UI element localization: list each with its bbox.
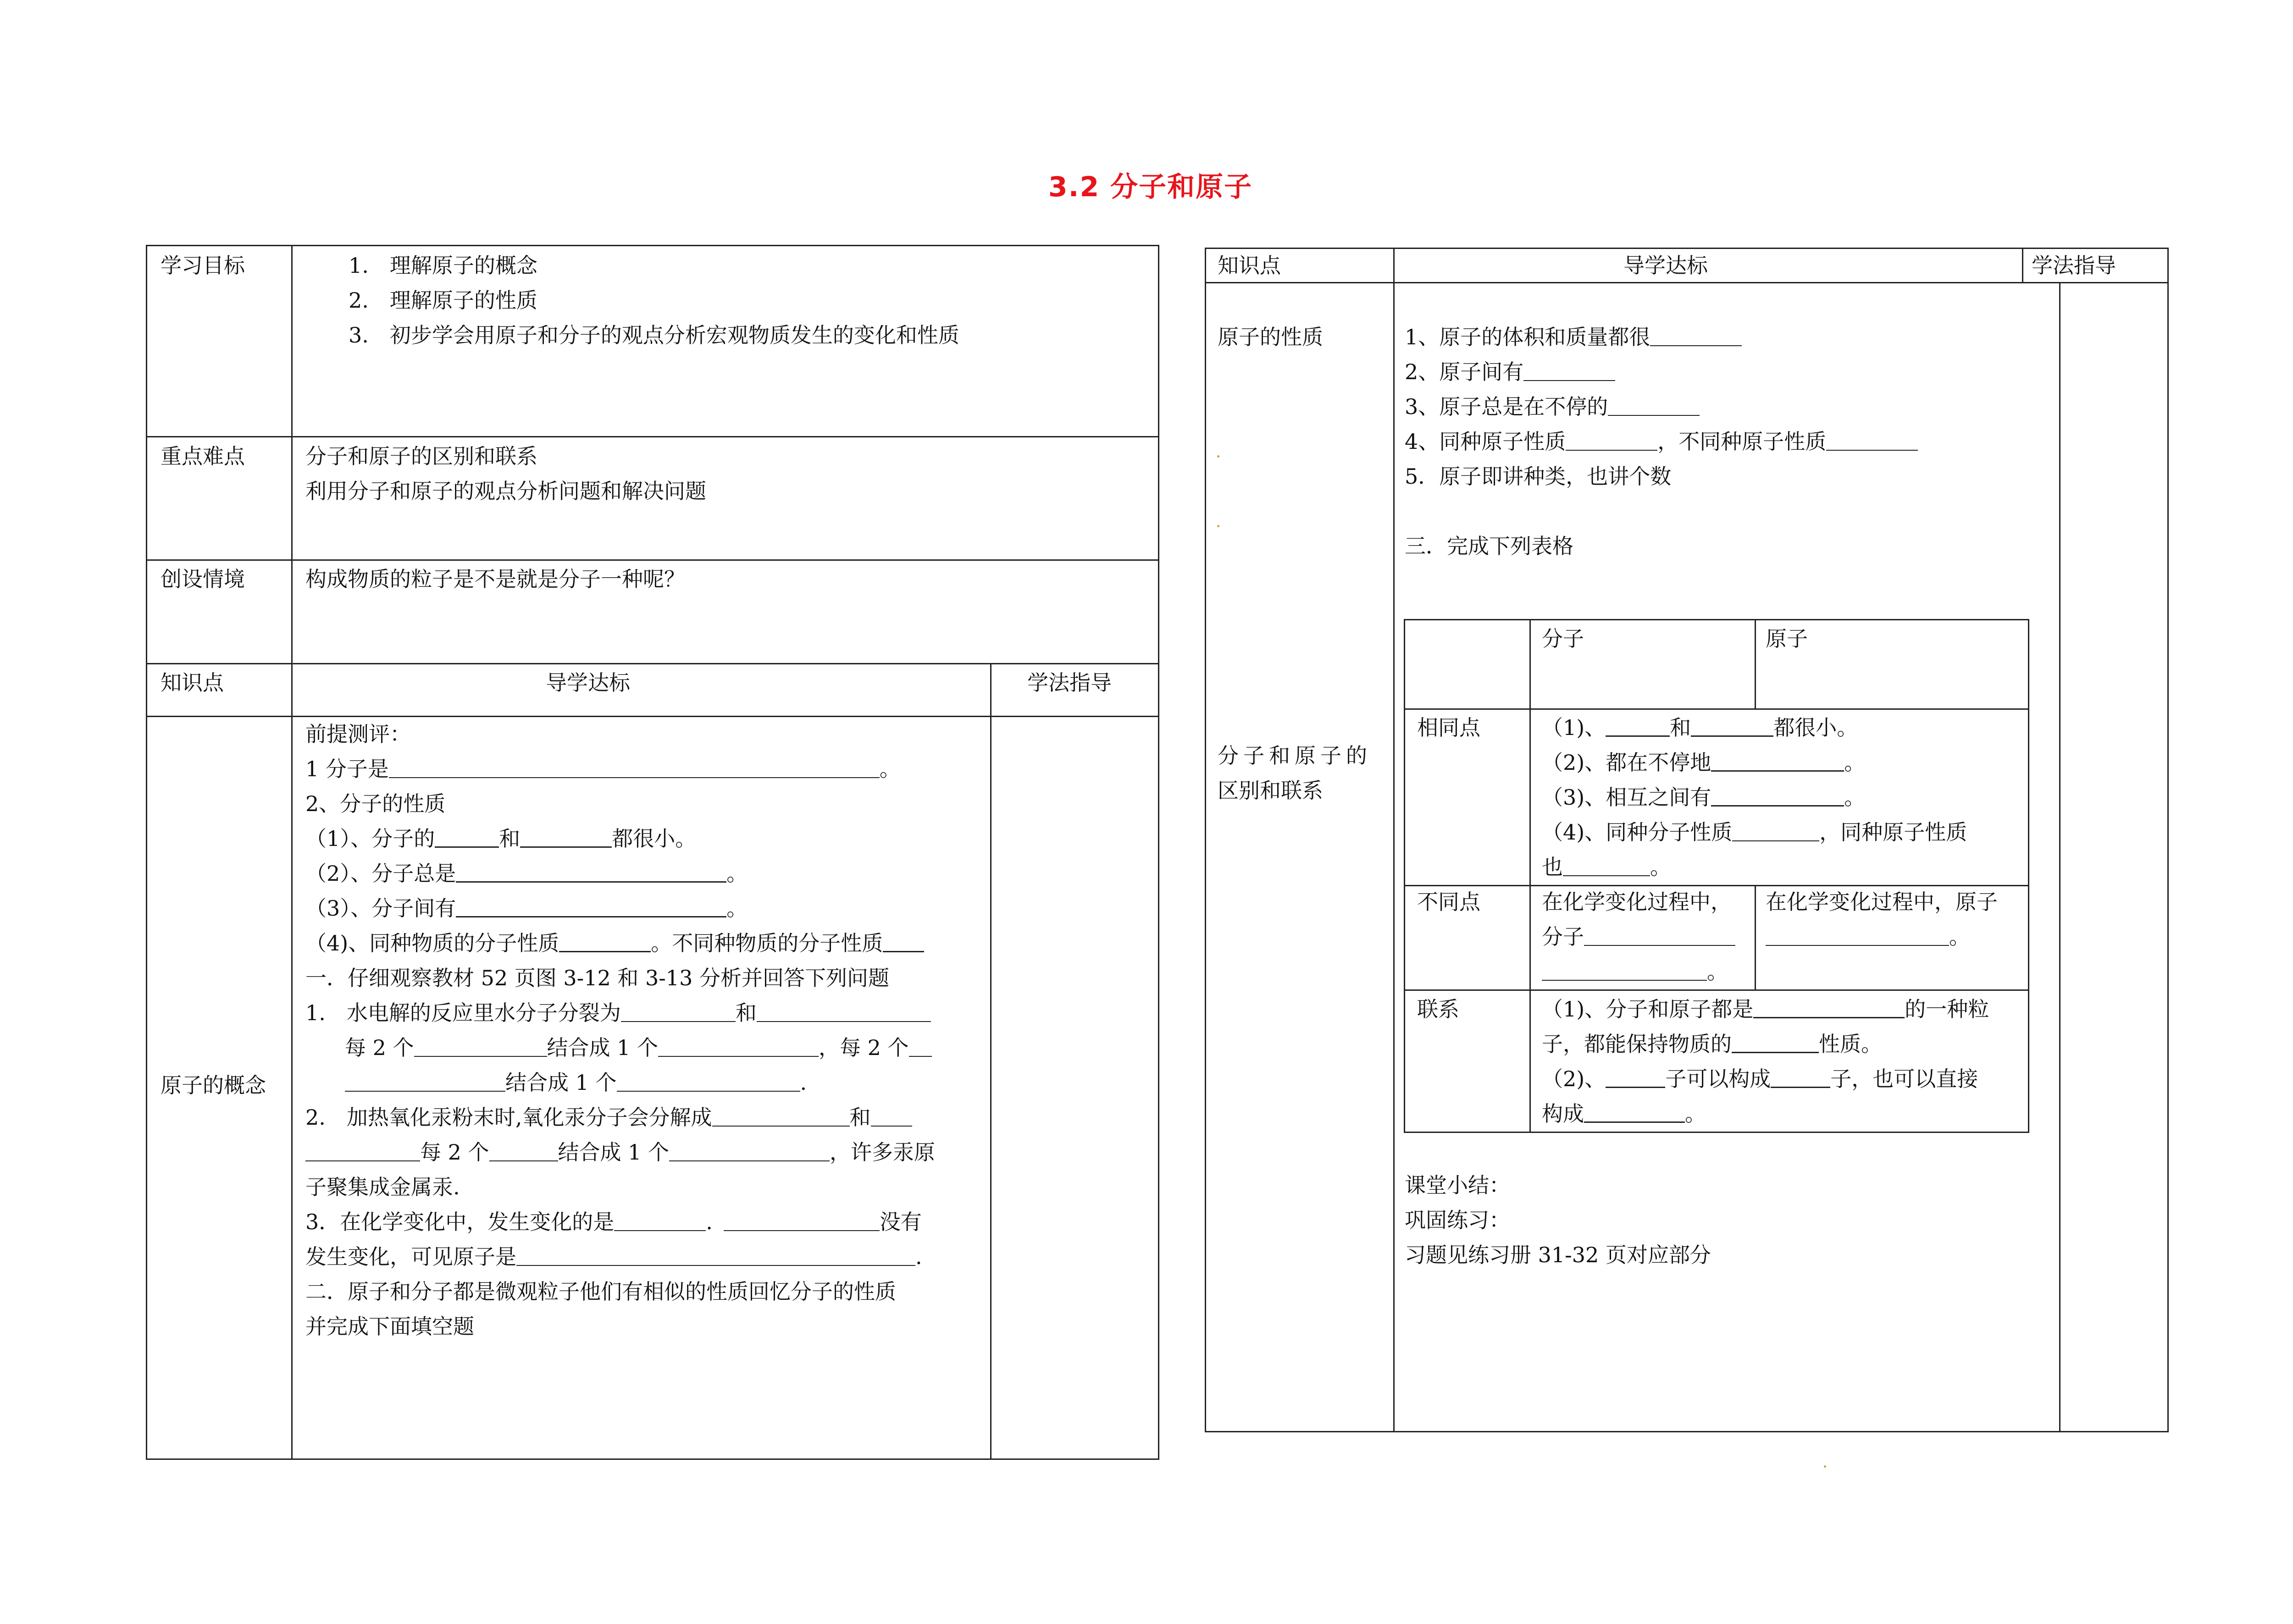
link-2: （2)、 子可以构成 子，也可以直接 xyxy=(1542,1066,1978,1091)
goal-item-3: 3. 初步学会用原子和分子的观点分析宏观物质发生的变化和性质 xyxy=(349,323,959,348)
blank-link-substance[interactable] xyxy=(1584,1103,1685,1123)
molecule-properties-heading: 2、分子的性质 xyxy=(305,791,446,816)
blank-oxygen-molecule[interactable] xyxy=(669,1142,830,1161)
blank-same-mass[interactable] xyxy=(1691,717,1773,737)
right-col-divider-1 xyxy=(1393,248,1395,1432)
scenario-text: 构成物质的粒子是不是就是分子一种呢？ xyxy=(305,567,685,591)
atom-property-4: 4、同种原子性质 ，不同种原子性质 xyxy=(1405,431,1918,452)
blank-oxygen-atom[interactable] xyxy=(489,1142,558,1161)
blank-molecule-definition[interactable] xyxy=(389,759,880,778)
molecule-property-3: （3）、分子间有 。 xyxy=(305,896,748,921)
blank-atom-definition[interactable] xyxy=(516,1247,915,1266)
section-two-instruction-cont: 并完成下面填空题 xyxy=(305,1314,474,1339)
blank-atom-gap[interactable] xyxy=(1523,362,1615,381)
atom-property-5: 5．原子即讲种类，也讲个数 xyxy=(1405,464,1672,489)
same-point-2: （2)、都在不停地 。 xyxy=(1542,750,1866,775)
blank-diff-atom-property[interactable] xyxy=(1826,431,1918,451)
blank-water-product-1[interactable] xyxy=(621,1003,736,1022)
blank-mol-mass[interactable] xyxy=(520,828,612,848)
cmp-header-molecule: 分子 xyxy=(1542,626,1584,651)
homework-note: 习题见练习册 31-32 页对应部分 xyxy=(1405,1243,1711,1267)
left-col-divider-1 xyxy=(291,245,293,1460)
cmp-row-divider-3 xyxy=(1404,989,2029,991)
blank-mol-motion[interactable] xyxy=(456,863,726,883)
key-point-1: 分子和原子的区别和联系 xyxy=(305,444,537,469)
blank-link-particle[interactable] xyxy=(1753,999,1905,1018)
blank-atom-motion[interactable] xyxy=(1608,397,1700,416)
blank-water-atom-1[interactable] xyxy=(414,1038,547,1057)
section-one-instruction: 一．仔细观察教材 52 页图 3-12 和 3-13 分析并回答下列问题 xyxy=(305,966,889,990)
blank-diff-mol-property[interactable] xyxy=(883,933,924,952)
same-point-3: （3)、相互之间有 。 xyxy=(1542,785,1866,810)
same-point-4-cont: 也 。 xyxy=(1542,855,1671,879)
blank-water-product-2[interactable] xyxy=(757,1003,931,1022)
blank-hgo-product-2b[interactable] xyxy=(305,1142,420,1161)
molecule-property-4: （4)、同种物质的分子性质 。不同种物质的分子性质 xyxy=(305,933,924,954)
diff-molecule-3: 。 xyxy=(1542,961,1728,982)
water-combine-line: 每 2 个 结合成 1 个 ，每 2 个 xyxy=(345,1037,932,1058)
cmp-diff-label: 不同点 xyxy=(1417,889,1480,914)
atom-properties-label: 原子的性质 xyxy=(1218,325,1323,349)
left-row-divider-2 xyxy=(146,559,1159,561)
water-electrolysis-line: 1. 水电解的反应里水分子分裂为 和 xyxy=(305,1002,931,1023)
diff-molecule-1: 在化学变化过程中， xyxy=(1542,889,1732,914)
left-row-divider-1 xyxy=(146,436,1159,437)
goal-item-1: 1. 理解原子的概念 xyxy=(349,253,537,278)
blank-link-molecule[interactable] xyxy=(1771,1068,1830,1088)
cmp-row-divider-2 xyxy=(1404,885,2029,886)
cmp-header-atom: 原子 xyxy=(1766,626,1808,651)
atom-definition-line: 发生变化，可见原子是 . xyxy=(305,1244,922,1269)
blank-water-atom-2b[interactable] xyxy=(345,1072,505,1092)
molecule-definition-line: 1 分子是 。 xyxy=(305,757,901,781)
blank-same-mol-prop[interactable] xyxy=(1732,822,1819,841)
mercury-combine-line: 每 2 个 结合成 1 个 ，许多汞原 xyxy=(305,1142,935,1163)
right-col-divider-2b xyxy=(2059,282,2060,1432)
diff-molecule-2: 分子 xyxy=(1542,926,1735,947)
blank-same-atom-prop[interactable] xyxy=(1563,857,1650,876)
diff-relation-label-2: 区别和联系 xyxy=(1218,778,1323,803)
same-point-4: （4)、同种分子性质 ，同种原子性质 xyxy=(1542,820,1967,845)
blank-water-molecule-1[interactable] xyxy=(658,1038,819,1057)
cmp-col-divider-1 xyxy=(1529,619,1531,1133)
blank-water-atom-2a[interactable] xyxy=(909,1038,932,1057)
mercury-gather-line: 子聚集成金属汞. xyxy=(305,1175,460,1199)
atom-concept-label: 原子的概念 xyxy=(161,1073,266,1098)
right-header-knowledge: 知识点 xyxy=(1218,253,1281,278)
cmp-col-divider-2b xyxy=(1755,885,1756,989)
blank-link-atom[interactable] xyxy=(1606,1068,1665,1088)
same-point-1: （1)、 和 都很小。 xyxy=(1542,715,1858,740)
right-header-divider xyxy=(1205,282,2169,283)
right-header-method: 学法指导 xyxy=(2032,253,2116,278)
link-1-cont: 子，都能保持物质的 性质。 xyxy=(1542,1032,1882,1056)
mercury-oxide-line: 2. 加热氧化汞粉末时,氧化汞分子会分解成 和 xyxy=(305,1107,912,1128)
blank-mol-size[interactable] xyxy=(435,828,499,848)
blank-same-mol-property[interactable] xyxy=(559,933,651,952)
chem-change-line: 3．在化学变化中，发生变化的是 . 没有 xyxy=(305,1210,922,1234)
page-title: 3.2 分子和原子 xyxy=(1048,171,1253,203)
table-intro: 三．完成下列表格 xyxy=(1405,534,1573,558)
blank-same-atom-property[interactable] xyxy=(1566,431,1657,451)
goal-item-2: 2. 理解原子的性质 xyxy=(349,288,537,313)
molecule-property-2: （2）、分子总是 。 xyxy=(305,861,748,886)
left-col-divider-2 xyxy=(990,663,991,1460)
cmp-row-divider-1 xyxy=(1404,708,2029,710)
molecule-property-1: （1）、分子的 和 都很小。 xyxy=(305,826,697,851)
blank-atom-size[interactable] xyxy=(1650,327,1742,346)
blank-mol-gap[interactable] xyxy=(456,898,726,917)
atom-property-2: 2、原子间有 xyxy=(1405,361,1615,382)
link-1: （1)、分子和原子都是 的一种粒 xyxy=(1542,997,1989,1022)
section-two-instruction: 二．原子和分子都是微观粒子他们有相似的性质回忆分子的性质 xyxy=(305,1279,896,1304)
blank-link-property[interactable] xyxy=(1732,1033,1819,1053)
scan-speck xyxy=(1824,1465,1826,1468)
learning-goal-label: 学习目标 xyxy=(161,253,245,278)
left-header-knowledge: 知识点 xyxy=(161,670,224,695)
blank-hgo-product-2a[interactable] xyxy=(871,1107,912,1127)
right-col-divider-2a xyxy=(2022,248,2023,282)
blank-water-molecule-2[interactable] xyxy=(617,1072,800,1092)
blank-diff-molecule-b[interactable] xyxy=(1542,961,1707,981)
key-points-label: 重点难点 xyxy=(161,444,245,469)
class-summary: 课堂小结： xyxy=(1405,1173,1510,1198)
diff-atom-2: 。 xyxy=(1766,926,1970,947)
blank-same-motion[interactable] xyxy=(1711,752,1844,772)
scan-speck xyxy=(1217,455,1219,458)
left-worksheet-table xyxy=(146,245,1159,1460)
right-header-guide: 导学达标 xyxy=(1623,253,1708,278)
key-point-2: 利用分子和原子的观点分析问题和解决问题 xyxy=(305,479,706,503)
blank-diff-molecule-a[interactable] xyxy=(1584,927,1735,946)
practice-heading: 巩固练习： xyxy=(1405,1208,1510,1232)
link-2-cont: 构成 。 xyxy=(1542,1101,1706,1126)
blank-unchanged-particle[interactable] xyxy=(724,1212,880,1231)
left-row-divider-3 xyxy=(146,663,1159,664)
pretest-heading: 前提测评： xyxy=(305,722,411,746)
water-combine-line-2: 结合成 1 个 . xyxy=(345,1072,807,1093)
scenario-label: 创设情境 xyxy=(161,567,245,591)
blank-same-size[interactable] xyxy=(1606,717,1670,737)
diff-atom-1: 在化学变化过程中，原子 xyxy=(1766,889,1998,914)
atom-property-3: 3、原子总是在不停的 xyxy=(1405,396,1700,417)
atom-property-1: 1、原子的体积和质量都很 xyxy=(1405,326,1742,348)
cmp-col-divider-2a xyxy=(1755,619,1756,708)
cmp-link-label: 联系 xyxy=(1417,997,1459,1022)
blank-diff-atom[interactable] xyxy=(1766,927,1949,946)
scan-speck xyxy=(1217,525,1219,527)
diff-relation-label-1: 分子和原子的 xyxy=(1218,743,1372,768)
blank-hgo-product-1[interactable] xyxy=(712,1107,850,1127)
left-header-guide: 导学达标 xyxy=(546,670,630,695)
blank-same-gap[interactable] xyxy=(1711,787,1844,806)
left-row-divider-4 xyxy=(146,716,1159,717)
blank-changed-particle[interactable] xyxy=(614,1212,706,1231)
cmp-same-label: 相同点 xyxy=(1417,715,1480,740)
left-header-method: 学法指导 xyxy=(1027,670,1112,695)
